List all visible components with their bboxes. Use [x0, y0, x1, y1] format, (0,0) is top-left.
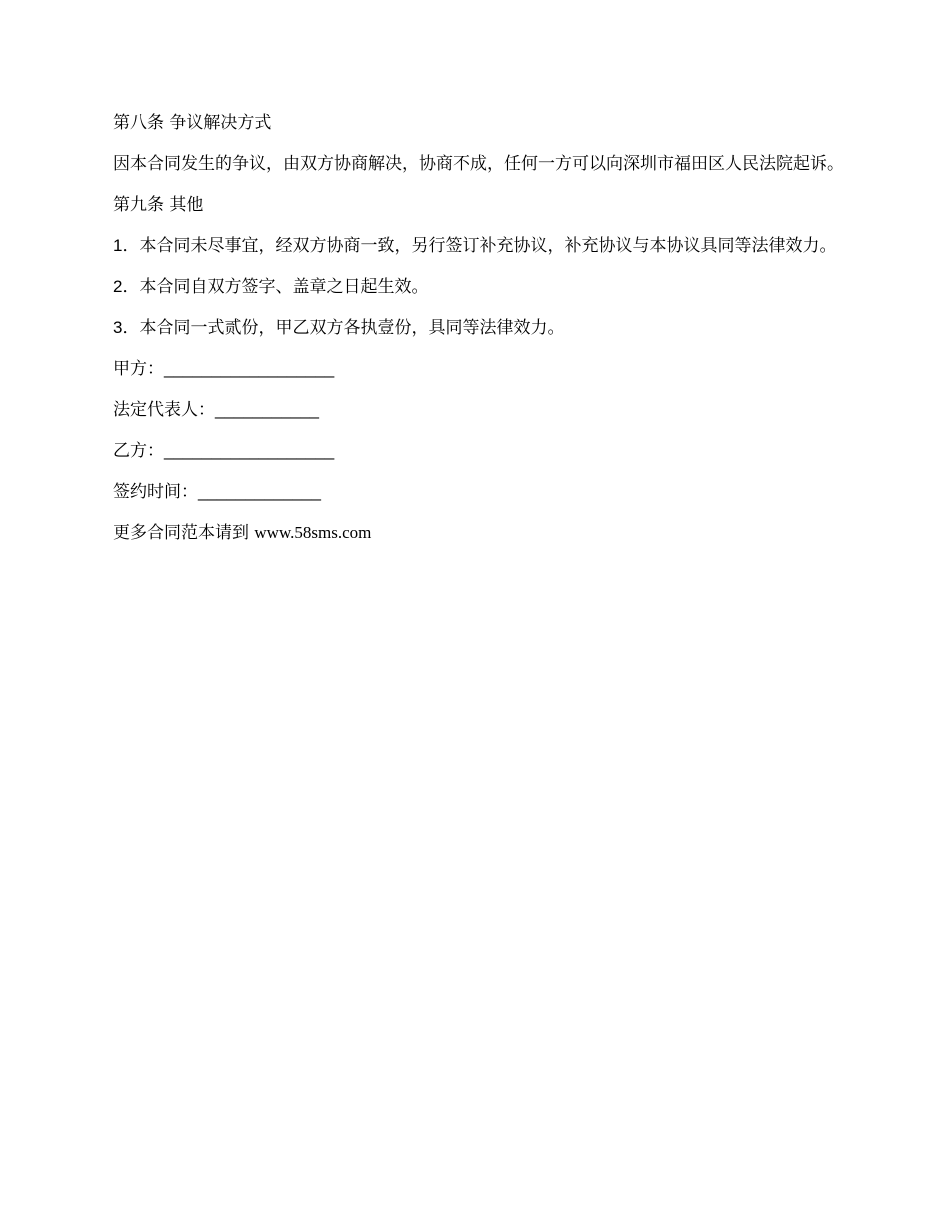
article9-item-3 [113, 317, 853, 339]
party-a-label: 甲方： [113, 359, 164, 379]
legal-rep-signature-line [113, 399, 853, 421]
sign-date-blank: _____________ [198, 482, 321, 501]
footer-prefix: 更多合同范本请到 [113, 523, 255, 543]
footer-note [113, 522, 853, 544]
article8-heading: 第八条 争议解决方式 [113, 113, 272, 133]
legal-rep-label: 法定代表人： [113, 400, 215, 420]
item-number: 2． [113, 277, 140, 296]
sign-date-label: 签约时间： [113, 482, 198, 502]
party-b-label: 乙方： [113, 441, 164, 461]
article9-heading: 第九条 其他 [113, 195, 204, 215]
article9-item-1 [113, 235, 853, 257]
document-page [113, 112, 853, 563]
article8-body: 因本合同发生的争议，由双方协商解决，协商不成，任何一方可以向深圳市福田区人民法院起诉。 [113, 154, 844, 174]
party-b-signature-line [113, 440, 853, 462]
party-b-blank: __________________ [164, 441, 335, 460]
item-number: 3． [113, 318, 140, 337]
item-text: 本合同自双方签字、盖章之日起生效。 [139, 277, 429, 297]
item-text: 本合同一式贰份，甲乙双方各执壹份，具同等法律效力。 [139, 318, 565, 338]
item-number: 1． [113, 236, 140, 255]
footer-url: www.58sms.com [254, 523, 372, 542]
article9-item-2 [113, 276, 853, 298]
item-text: 本合同未尽事宜，经双方协商一致，另行签订补充协议，补充协议与本协议具同等法律效力。 [139, 236, 837, 256]
party-a-blank: __________________ [164, 359, 335, 378]
legal-rep-blank: ___________ [215, 400, 320, 419]
party-a-signature-line [113, 358, 853, 380]
sign-date-line [113, 481, 853, 503]
